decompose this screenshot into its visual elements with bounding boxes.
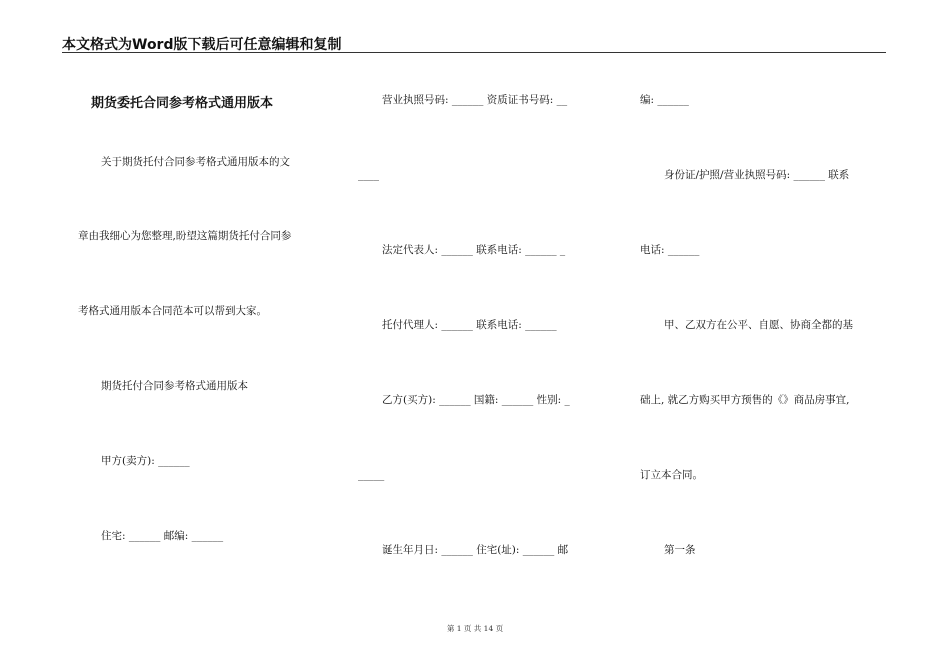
col3-line-1: 编: ______ <box>640 94 689 106</box>
col1-line-1: 关于期货托付合同参考格式通用版本的文 <box>101 156 290 168</box>
col2-line-6: _____ <box>358 469 385 481</box>
col3-line-2: 身份证/护照/营业执照号码: ______ 联系 <box>664 169 850 181</box>
col2-line-7: 诞生年月日: ______ 住宅(址): ______ 邮 <box>382 544 569 556</box>
col3-line-7: 第一条 <box>664 544 696 556</box>
col3-line-6: 订立本合同。 <box>640 469 703 481</box>
col2-line-4: 托付代理人: ______ 联系电话: ______ <box>382 319 557 331</box>
page-indicator: 第 1 页 共 14 页 <box>446 624 504 633</box>
col1-line-5: 甲方(卖方): ______ <box>101 455 190 467</box>
col1-line-2: 章由我细心为您整理,盼望这篇期货托付合同参 <box>78 230 292 242</box>
col2-line-2: ____ <box>358 169 379 181</box>
header-divider <box>62 52 886 53</box>
col1-line-3: 考格式通用版本合同范本可以帮到大家。 <box>78 305 267 317</box>
col3-line-4: 甲、乙双方在公平、自愿、协商全都的基 <box>664 319 853 331</box>
col1-line-6: 住宅: ______ 邮编: ______ <box>101 530 224 542</box>
col2-line-3: 法定代表人: ______ 联系电话: ______ _ <box>382 244 566 256</box>
col2-line-5: 乙方(买方): ______ 国籍: ______ 性别: _ <box>382 394 570 406</box>
col3-line-5: 础上, 就乙方购买甲方预售的《》商品房事宜, <box>640 394 850 406</box>
col2-line-1: 营业执照号码: ______ 资质证书号码: __ <box>382 94 568 106</box>
col3-line-3: 电话: ______ <box>640 244 700 256</box>
document-header: 本文格式为Word版下载后可任意编辑和复制 <box>62 37 342 53</box>
document-title: 期货委托合同参考格式通用版本 <box>91 96 274 111</box>
col1-line-4: 期货托付合同参考格式通用版本 <box>101 380 248 392</box>
